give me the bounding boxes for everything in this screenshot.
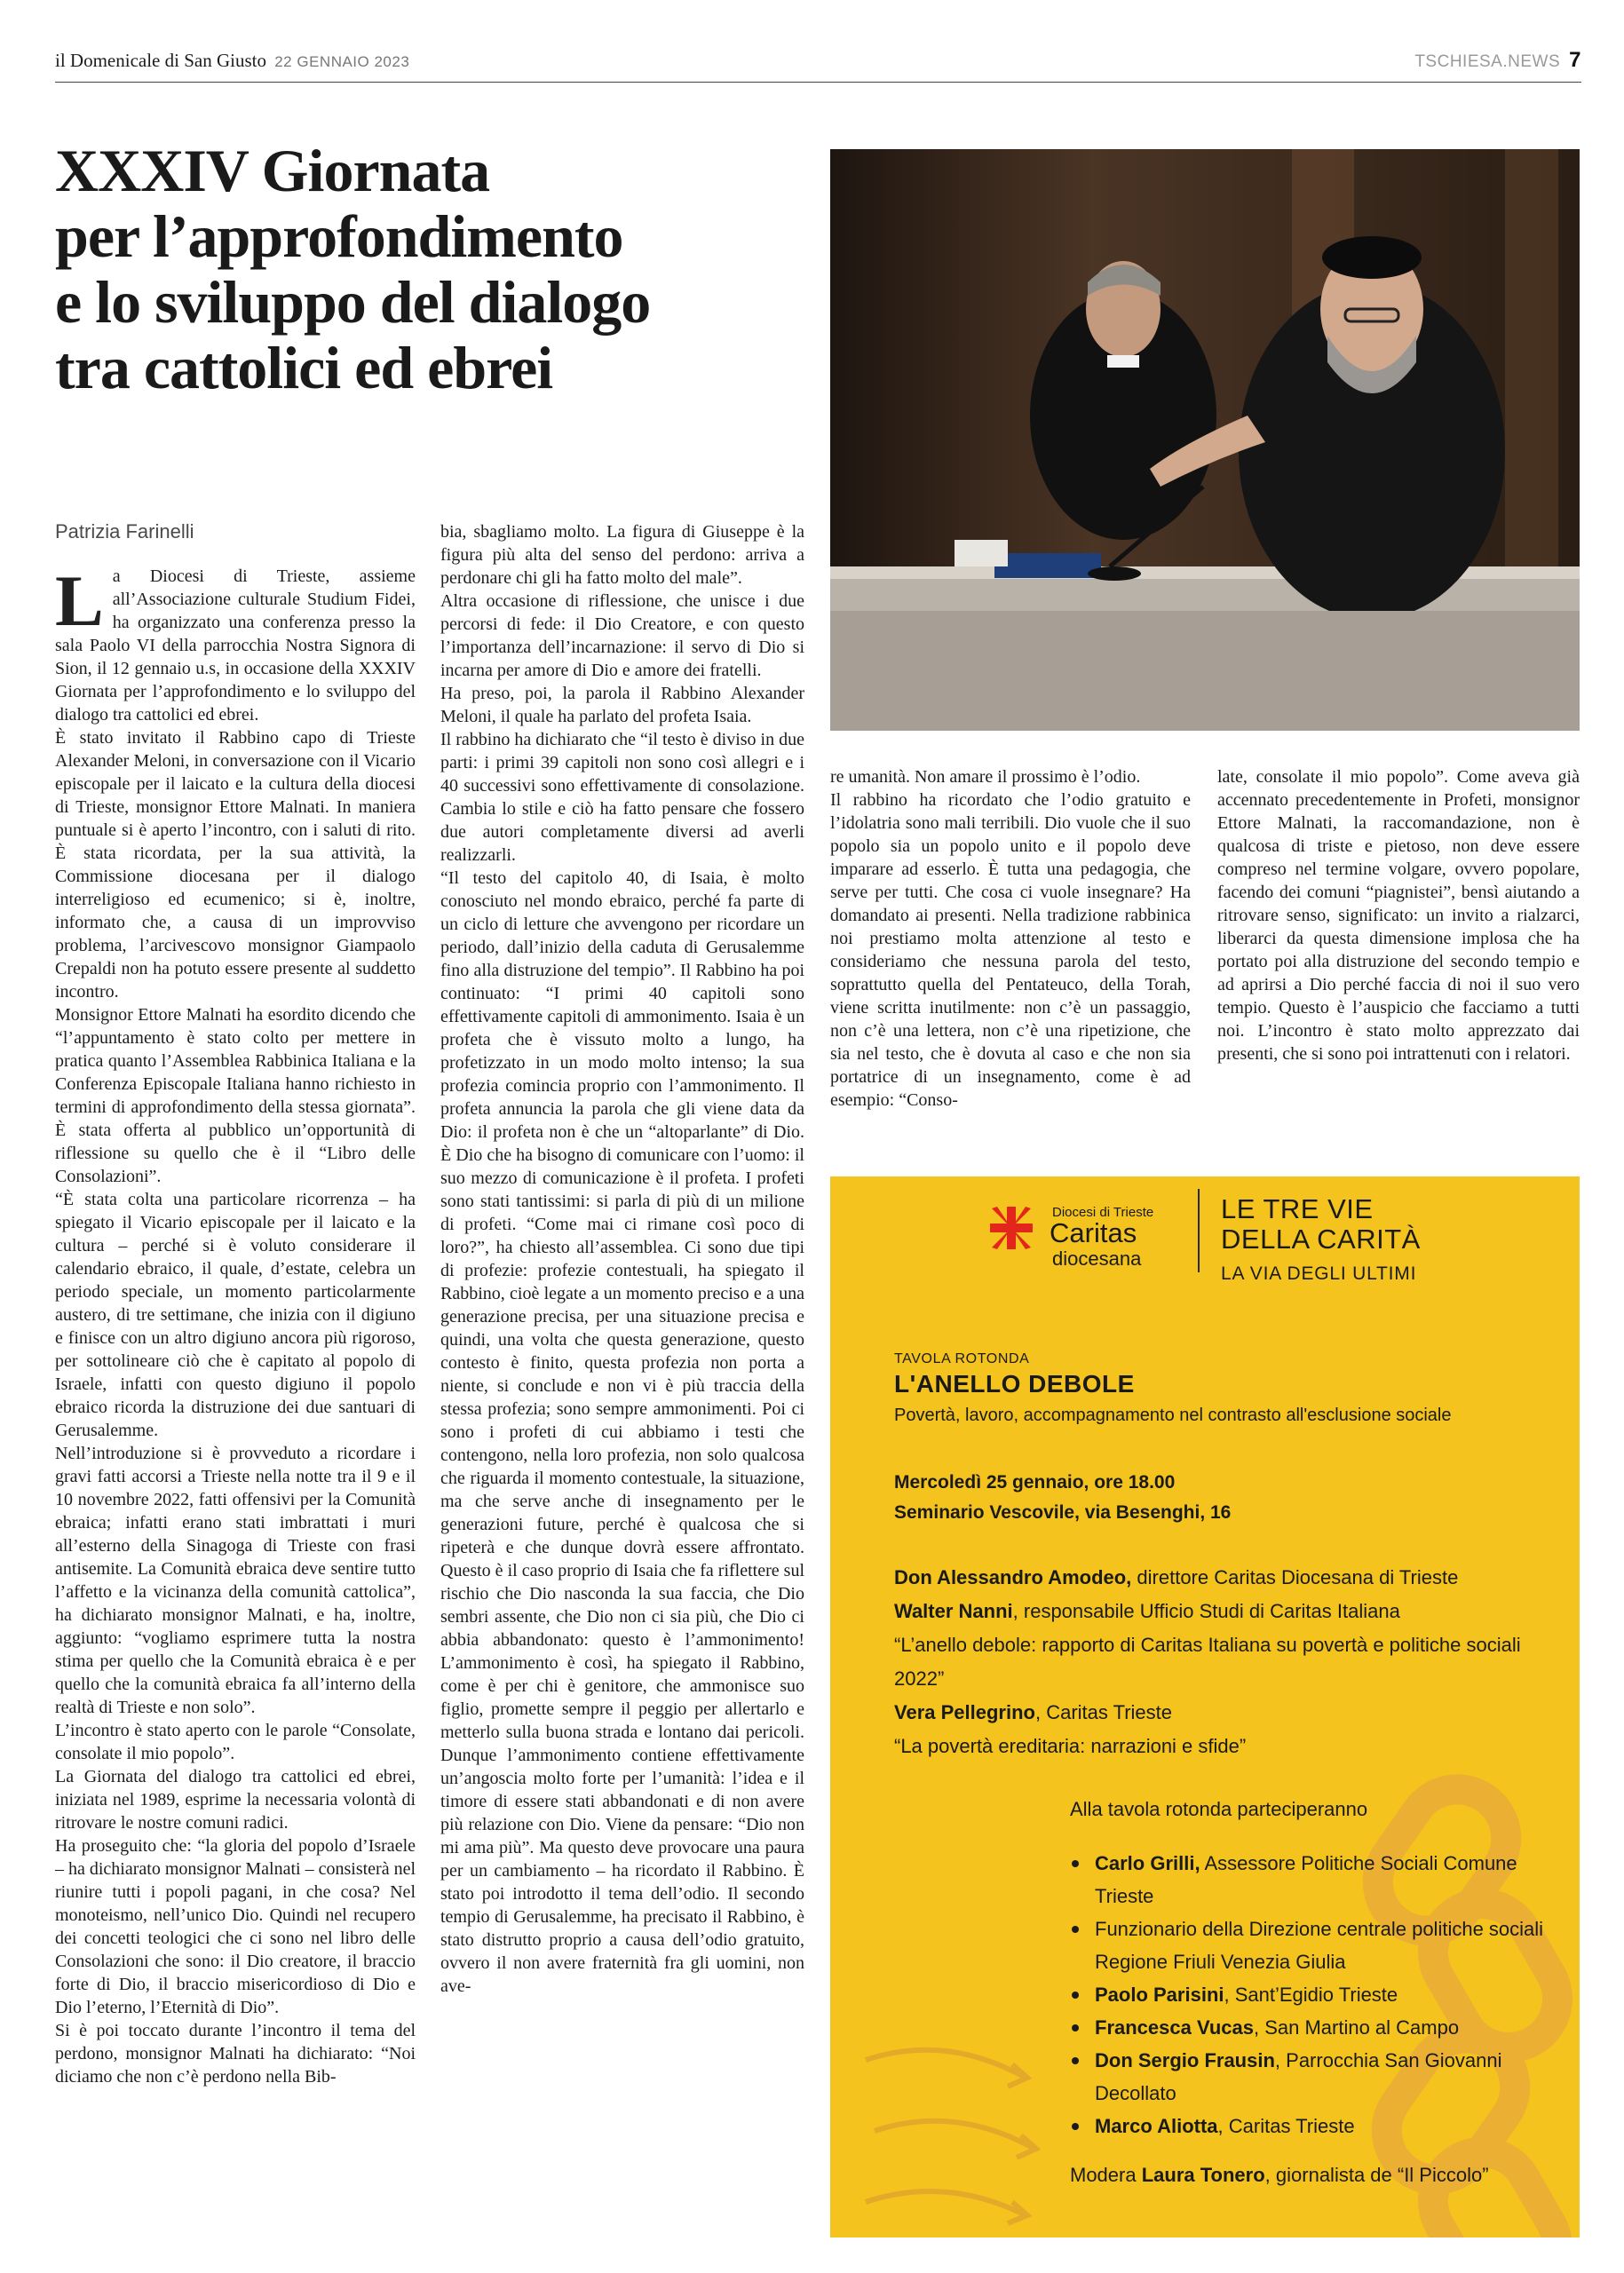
paragraph: Ha proseguito che: “la gloria del popolo d’Israele – ha dichiarato monsignor Malnati – consisterà nel riunire tutti i popoli pagani, in che cosa? Nel monoteismo, nell’unico Dio. Quindi nel recupero dei concetti teologici che ci sono nel libro delle Consolazioni che sono: il Dio creatore, il braccio forte di Dio, il braccio misericordioso di Dio e Dio l’eterno, l’Eternità di Dio”. xyxy=(55,1836,416,2017)
speaker-name: Walter Nanni xyxy=(894,1600,1013,1622)
event-date: Mercoledì 25 gennaio, ore 18.00 xyxy=(894,1472,1176,1493)
conference-photo-illustration xyxy=(830,149,1580,731)
series-subtitle: LA VIA DEGLI ULTIMI xyxy=(1221,1263,1417,1284)
article-column-1 xyxy=(55,560,416,2088)
caritas-cross-icon xyxy=(988,1205,1034,1251)
arrows-decoration-icon xyxy=(857,2024,1052,2229)
event-type: TAVOLA ROTONDA xyxy=(894,1351,1030,1366)
headline-line: per l’approfondimento xyxy=(55,202,623,270)
paragraph: bia, sbagliamo molto. La figura di Giuseppe è la figura più alta del senso del perdono: arriva a perdonare chi gli ha fatto molto del male”. xyxy=(440,522,804,588)
paragraph: È stato invitato il Rabbino capo di Trieste Alexander Meloni, in conversazione con il Vicario episcopale per il laicato e la cultura della diocesi di Trieste, monsignor Ettore Malnati. In maniera puntuale si è aperto l’incontro, con i saluti di rito. È stata ricordata, per la sua attività, la Commissione diocesana per il dialogo interreligioso ed ecumenico; si è, inoltre, informato che, a causa di un improvviso problema, l’arcivescovo monsignor Giampaolo Crepaldi non ha potuto essere presente al suddetto incontro. xyxy=(55,728,416,1002)
section-label xyxy=(1414,48,1581,73)
participant-role: , Caritas Trieste xyxy=(1217,2115,1355,2137)
participant-item xyxy=(1070,1847,1567,1913)
participant-item xyxy=(1070,1978,1567,2011)
event-location: Seminario Vescovile, via Besenghi, 16 xyxy=(894,1502,1232,1523)
participant-item xyxy=(1070,2044,1567,2110)
participant-name: Paolo Parisini xyxy=(1095,1984,1224,2006)
caritas-sub-label: diocesana xyxy=(1052,1247,1142,1270)
paragraph-text: a Diocesi di Trieste, assieme all’Associazione culturale Studium Fidei, ha organizzato una conferenza presso la sala Paolo VI della parrocchia Nostra Signora di Sion, il 12 gennaio u.s, in occasione della XXXIV Giornata per l’approfondimento e lo sviluppo del dialogo tra cattolici ed ebrei. xyxy=(55,566,416,725)
speakers-list xyxy=(894,1561,1533,1763)
paragraph: “Il testo del capitolo 40, di Isaia, è molto conosciuto nel mondo ebraico, perché fa parte di un ciclo di letture che avvengono per ricordare un periodo, dall’inizio della caduta di Gerusalemme fino alla distruzione del tempio”. Il Rabbino ha poi continuato: “I primi 40 capitoli sono effettivamente capitoli di ammonimento. Isaia è un profeta che è vissuto molto a lungo, ha profetizzato in un modo molto intenso; la sua profezia comincia proprio con l’ammonimento. Il profeta annuncia la parola che gli viene data da Dio: il profeta non è che un “altoparlante” di Dio. È Dio che ha bisogno di comunicare con l’uomo: il suo mezzo di comunicazione è il profeta. I profeti sono stati tantissimi: si parla di più di un milione di profeti. “Come mai ci rimane così poco di loro?”, ha chiesto all’assemblea. Ci sono due tipi di profezie: profezie contestuali, ha spiegato il Rabbino, cioè legate a un momento preciso e a una generazione precisa, per una situazione precisa e quindi, una volta che questa generazione, questo contesto è finito, questa profezia non porta a niente, si conclude e non vi è più traccia della stessa profezia; sono sempre ammonimenti. Poi ci sono i profeti di cui abbiamo i testi che contengono, nella loro profezia, non solo qualcosa che riguarda il momento contestuale, la situazione, ma che serve anche di insegnamento per le generazioni future, perché è qualcosa che si ripeterà e che dunque dovrà essere affrontato. Questo è il caso proprio di Isaia che fa riflettere sul rischio che Dio nasconda la sua faccia, che Dio sembri assente, che Dio non ci sia più, che Dio ci abbia abbandonato: questo è l’ammonimento! L’ammonimento è così, ha spiegato il Rabbino, come è per chi è genitore, che ammonisce suo figlio, promette sempre il peggio per allertarlo e metterlo sulla buona strada e lontano dai pericoli. Dunque l’ammonimento contiene effettivamente un’angoscia molto forte per l’umanità: l’idea e il timore di essere stati abbandonati e di non avere più relazione con Dio. Viene da pensare: “Dio non mi ama più”. Ma questo deve provocare una paura per un cambiamento – ha ricordato il Rabbino. È stato poi introdotto il tema dell’odio. Il secondo tempio di Gerusalemme, ha precisato il Rabbino, è stato distrutto proprio a causa dell’odio gratuito, ovvero il non avere fraternità fra gli uomini, non ave- xyxy=(440,868,804,1996)
paragraph: Altra occasione di riflessione, che unisce i due percorsi di fede: il Dio Creatore, e con questo l’importanza dell’incarnazione: il servo di Dio si incarna per amore di Dio e amore dei fratelli. xyxy=(440,591,804,680)
talk-title: “L’anello debole: rapporto di Caritas Italiana su povertà e politiche sociali 2022” xyxy=(894,1634,1521,1690)
paragraph xyxy=(55,560,416,726)
moderator-role: , giornalista de “Il Piccolo” xyxy=(1264,2164,1489,2186)
participant-name: Francesca Vucas xyxy=(1095,2016,1254,2039)
paragraph: “È stata colta una particolare ricorrenza – ha spiegato il Vicario episcopale per il laicato e la cultura – perché si è voluto considerare il calendario ebraico, il quale, d’estate, celebra un periodo speciale, un momento particolarmente austero, di tre settimane, che inizia con il digiuno e finisce con un altro digiuno ancora più rigoroso, per sottolineare ciò che è capitato al popolo di Israele, infatti con questo digiuno il popolo ebraico ricorda la distruzione dei due santuari di Gerusalemme. xyxy=(55,1190,416,1440)
publication-name xyxy=(55,50,409,72)
participant-role: Assessore Politiche Sociali Comune Trieste xyxy=(1095,1852,1517,1907)
speaker xyxy=(894,1696,1533,1730)
event-datetime-place xyxy=(894,1468,1231,1528)
paragraph: Il rabbino ha ricordato che l’odio gratuito e l’idolatria sono mali terribili. Dio vuole che il suo popolo sia un popolo unito e il popolo deve imparare ad esserlo. È tutta una pedagogia, che serve per tutti. Che cosa ci vuole insegnare? Ha domandato ai presenti. Nella tradizione rabbinica noi prestiamo molta attenzione al testo e consideriamo che nessuna parola del testo, soprattutto quella del Pentateuco, della Torah, viene scritta inutilmente: non c’è un passaggio, non c’è una lettera, non c’è una ripetizione, che sia nel testo, che è dovuta al caso e che non sia portatrice di un insegnamento, come è ad esempio: “Conso- xyxy=(830,790,1191,1110)
paragraph: late, consolate il mio popolo”. Come aveva già accennato precedentemente in Profeti, monsignor Ettore Malnati, la raccomandazione, non è qualcosa di triste e pietoso, non deve essere compreso nel termine volgare, ovvero popolare, facendo dei comuni “piagnistei”, bensì aiutando a ritrovare senso, significato: un invito a rialzarci, liberarci da questa dimensione implosa che ha portato poi alla distruzione del secondo tempio e ad aprirsi a Dio perché faccia di noi il suo vero tempio. Questo è l’auspicio che facciamo a tutti noi. L’incontro è stato molto apprezzato dai presenti, che si sono poi intrattenuti con i relatori. xyxy=(1217,767,1580,1064)
participant-role: , Sant’Egidio Trieste xyxy=(1224,1984,1398,2006)
moderator-name: Laura Tonero xyxy=(1141,2164,1265,2186)
event-title: L'ANELLO DEBOLE xyxy=(894,1370,1135,1398)
talk-title: “La povertà ereditaria: narrazioni e sfide” xyxy=(894,1735,1247,1757)
section-name: TSCHIESA.NEWS xyxy=(1414,52,1561,71)
logo-divider xyxy=(1198,1189,1200,1272)
article-column-4 xyxy=(1217,765,1580,1065)
series-title-line: LE TRE VIE xyxy=(1221,1193,1374,1224)
participant-role: Funzionario della Direzione centrale politiche sociali Regione Friuli Venezia Giulia xyxy=(1095,1918,1544,1973)
speaker-role: , Caritas Trieste xyxy=(1034,1701,1173,1723)
headline-line: e lo sviluppo del dialogo xyxy=(55,268,651,336)
speaker-name: Don Alessandro Amodeo, xyxy=(894,1566,1132,1588)
participant-name: Marco Aliotta xyxy=(1095,2115,1218,2137)
series-title-line: DELLA CARITÀ xyxy=(1221,1224,1421,1255)
participant-item xyxy=(1070,1913,1567,1978)
participants-list xyxy=(1070,1847,1567,2142)
paragraph: Monsignor Ettore Malnati ha esordito dicendo che “l’appuntamento è stato colto per mettere in pratica quanto l’Assemblea Rabbinica Italiana e la Conferenza Episcopale Italiana hanno richiesto in termini di approfondimento della stessa giornata”. È stata offerta al pubblico un’opportunità di riflessione su quello che è il “Libro delle Consolazioni”. xyxy=(55,1005,416,1186)
paragraph: re umanità. Non amare il prossimo è l’odio. xyxy=(830,767,1141,787)
speaker xyxy=(894,1595,1533,1628)
paragraph: Il rabbino ha dichiarato che “il testo è diviso in due parti: i primi 39 capitoli non sono così allegri e i 40 successivi sono effettivamente di consolazione. Cambia lo stile e ciò ha fatto pensare che fossero due autori completamente diversi ad averli realizzarli. xyxy=(440,730,804,865)
speaker xyxy=(894,1561,1533,1595)
speaker-role: direttore Caritas Diocesana di Trieste xyxy=(1131,1566,1459,1588)
participant-role: , Parrocchia San Giovanni Decollato xyxy=(1095,2049,1502,2104)
article-headline xyxy=(55,138,836,400)
drop-cap: L xyxy=(55,560,104,641)
participant-role: , San Martino al Campo xyxy=(1253,2016,1460,2039)
issue-date: 22 GENNAIO 2023 xyxy=(274,53,410,70)
moderator-line xyxy=(1070,2164,1489,2187)
article-column-3 xyxy=(830,765,1191,1112)
participant-name: Carlo Grilli, xyxy=(1095,1852,1200,1874)
participants-intro: Alla tavola rotonda parteciperanno xyxy=(1070,1798,1368,1820)
header-rule xyxy=(55,82,1581,83)
series-title xyxy=(1221,1194,1421,1255)
headline-line: XXXIV Giornata xyxy=(55,137,490,204)
paragraph: L’incontro è stato aperto con le parole “Consolate, consolate il mio popolo”. xyxy=(55,1721,416,1763)
paragraph: Nell’introduzione si è provveduto a ricordare i gravi fatti accorsi a Trieste nella notte tra il 9 e il 10 novembre 2022, fatti offensivi per la Comunità ebraica; infatti erano stati imbrattati i muri all’esterno della Sinagoga di Trieste con frasi antisemite. La Comunità ebraica deve sentire tutto l’affetto e la vicinanza della comunità cattolica”, ha dichiarato monsignor Malnati, e ha, inoltre, aggiunto: “vogliamo esprimere tutta la nostra stima per quello che la Comunità ebraica è e per quello che la comunità ebraica fa all’interno della realtà di Trieste e non solo”. xyxy=(55,1444,416,1717)
article-photo xyxy=(830,149,1580,731)
speaker-role: , responsabile Ufficio Studi di Caritas Italiana xyxy=(1012,1600,1400,1622)
speaker-name: Vera Pellegrino xyxy=(894,1701,1035,1723)
article-author: Patrizia Farinelli xyxy=(55,520,194,543)
participant-item xyxy=(1070,2011,1567,2044)
paragraph: Si è poi toccato durante l’incontro il tema del perdono, monsignor Malnati ha dichiarato: “Noi diciamo che non c’è perdono nella Bib- xyxy=(55,2021,416,2087)
event-description: Povertà, lavoro, accompagnamento nel contrasto all'esclusione sociale xyxy=(894,1406,1452,1425)
caritas-diocese-label: Diocesi di Trieste xyxy=(1052,1205,1154,1220)
caritas-event-ad xyxy=(830,1176,1580,2237)
paragraph: Ha preso, poi, la parola il Rabbino Alexander Meloni, il quale ha parlato del profeta Isaia. xyxy=(440,684,804,726)
publication-title: il Domenicale di San Giusto xyxy=(55,50,266,71)
headline-line: tra cattolici ed ebrei xyxy=(55,334,553,401)
page-number: 7 xyxy=(1569,48,1581,72)
moderator-prefix: Modera xyxy=(1070,2164,1142,2186)
participant-item xyxy=(1070,2110,1567,2142)
participant-name: Don Sergio Frausin xyxy=(1095,2049,1275,2071)
paragraph: La Giornata del dialogo tra cattolici ed ebrei, iniziata nel 1989, esprime la necessaria volontà di ritrovare le nostre comuni radici. xyxy=(55,1767,416,1833)
caritas-logo-text: Caritas xyxy=(1050,1217,1137,1248)
article-column-2 xyxy=(440,520,804,1998)
